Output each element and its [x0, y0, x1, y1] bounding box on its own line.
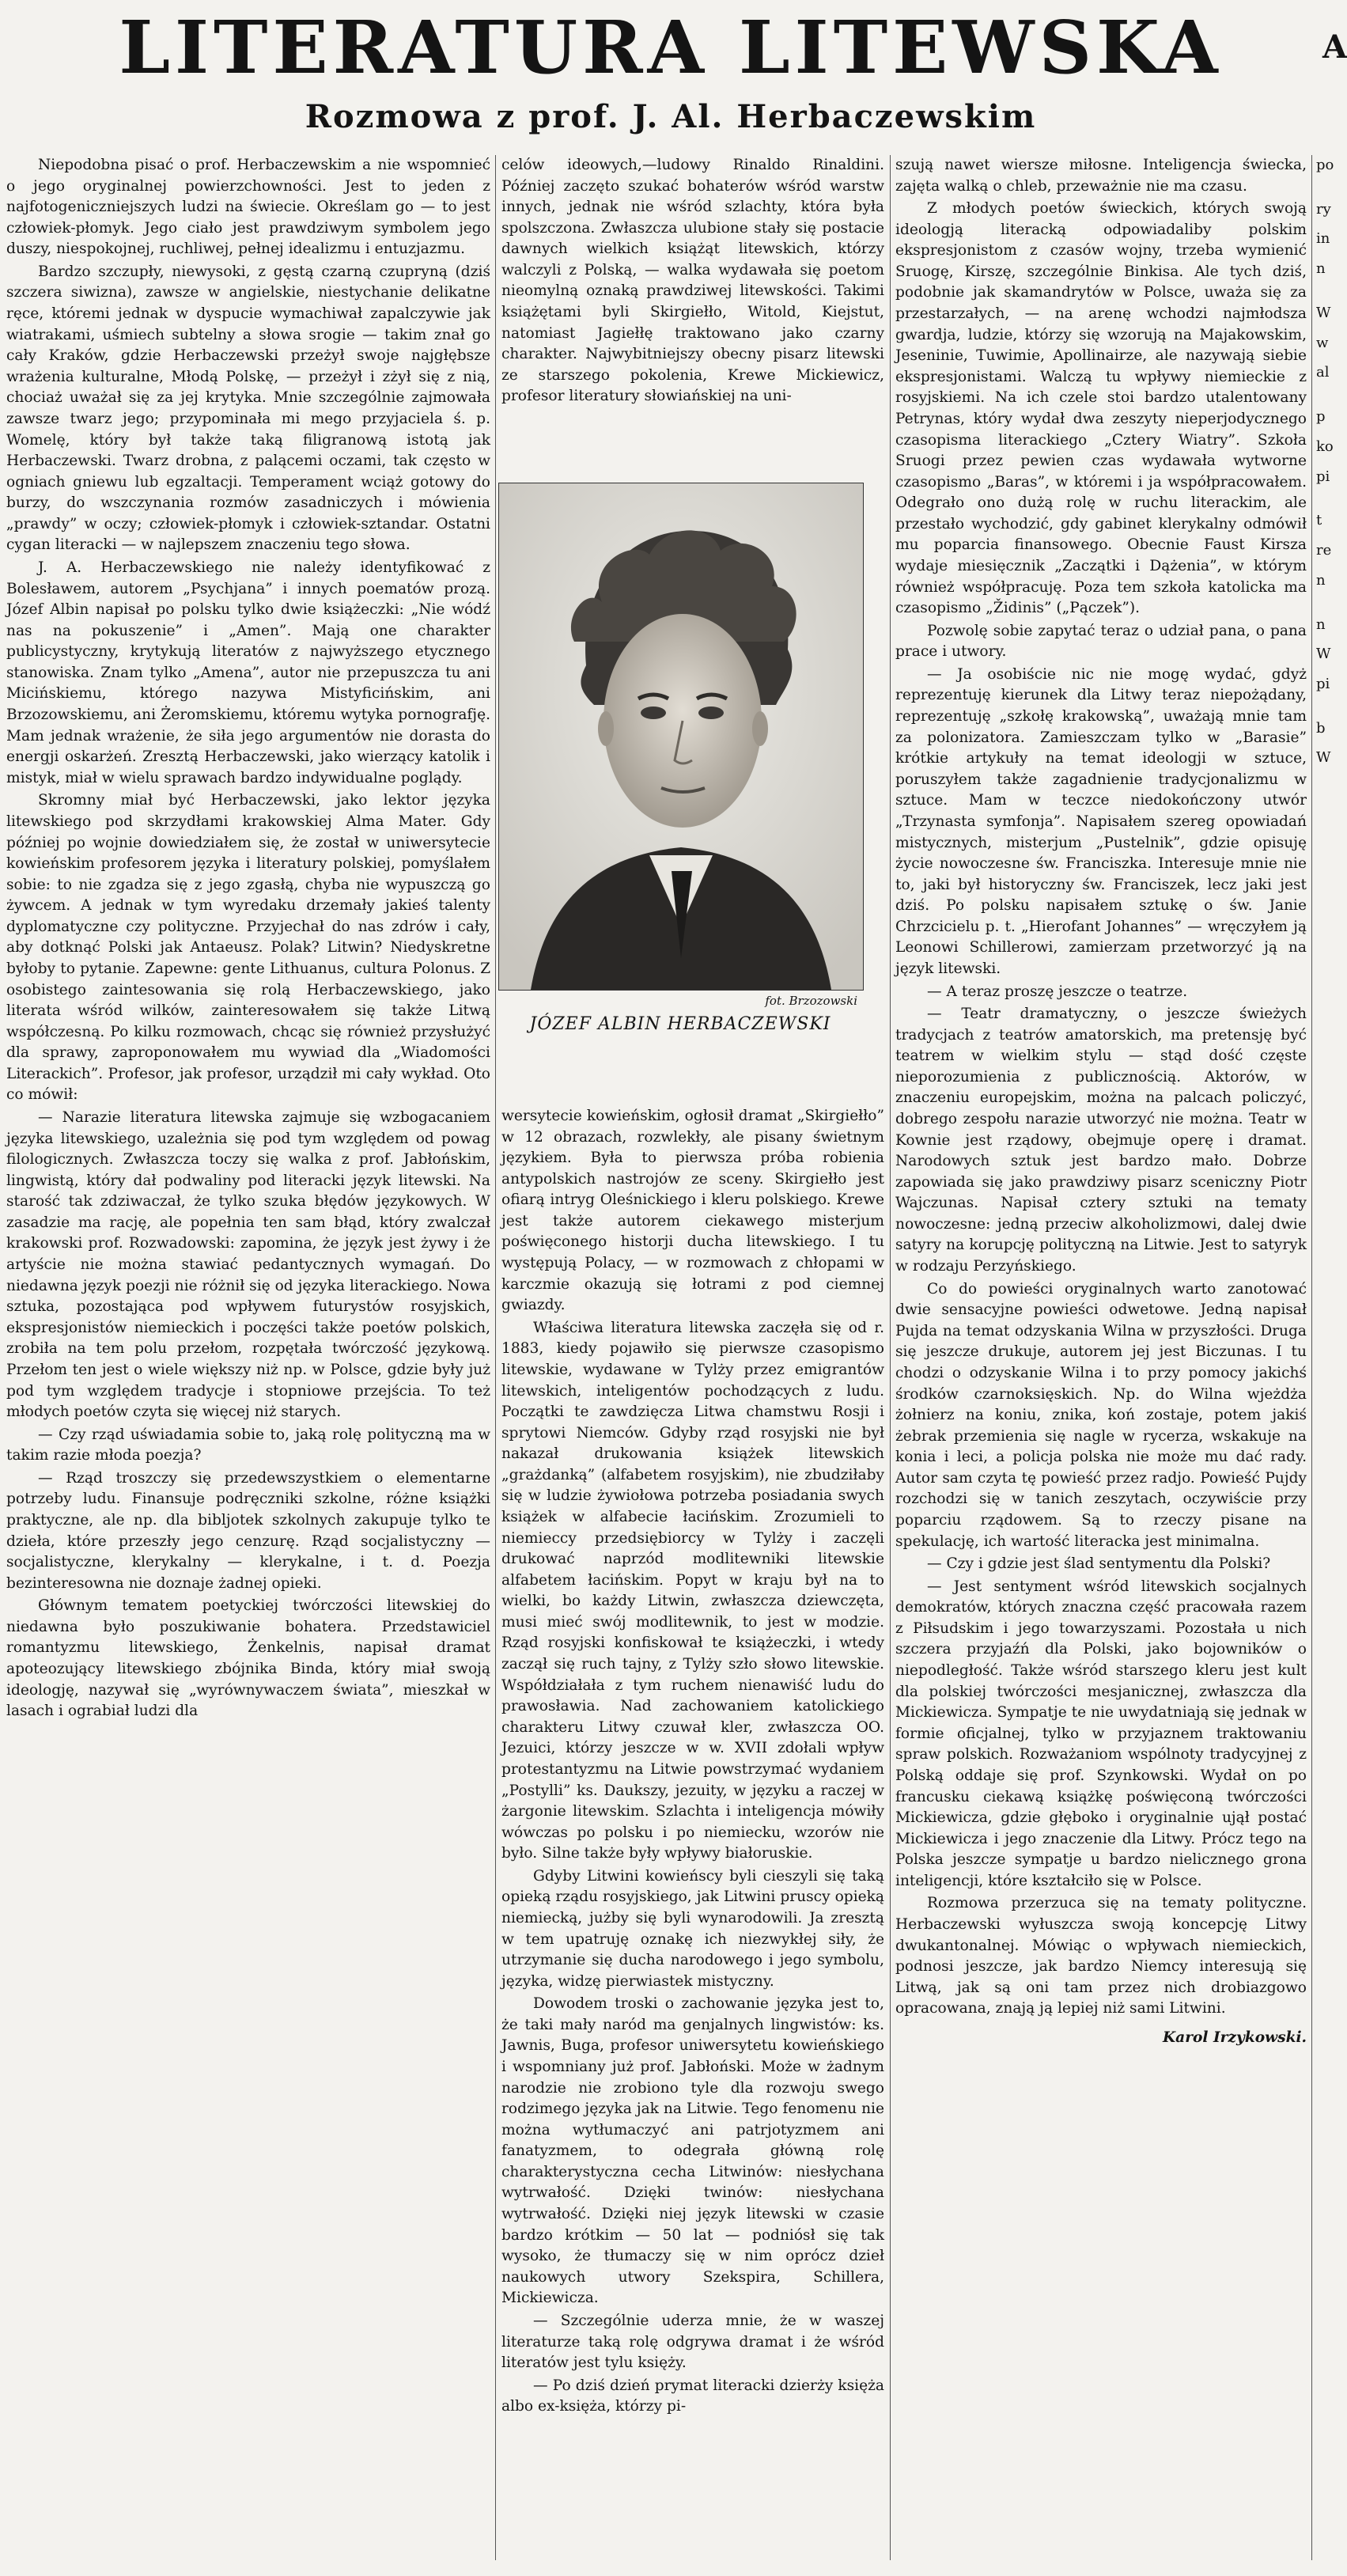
paragraph: Z młodych poetów świeckich, których swoją ideologją literacką odpowiadaliby polskim ekspresjonistom z czasów wojny, trzeba wymienić Sruogę, Kirszę, szczególnie Binkisa. Ale tych dziś, podobnie jak skamandrytów w Polsce, uważa się za przestarzałych, — na arenę wchodzi najmłodsza gwardja, ludzie, którzy się wzorują na Majakowskim, Jeseninie, Tuwimie, Apollinairze, ale nazywają siebie ekspresjonistami. Walczą tu wpływy niemieckie z rosyjskiemi. Na ich czele stoi bardzo utalentowany Petrynas, który wydał dwa zeszyty nieperjodycznego czasopisma literackiego „Cztery Wiatry”. Szkoła Sruogi przez pewien czas wydawała wytworne czasopismo „Baras”, w któremi i ja współpracowałem. Odegrało ono dużą rolę w ruchu literackim, ale przestało wychodzić, gdy gabinet klerykalny odmówił mu poparcia finansowego. Obecnie Faust Kirsza wydaje miesięcznik „Zaczątki i Dążenia”, w którym również współpracuję. Poza tem szkoła katolicka ma czasopismo „Židinis” („Pączek”). [895, 200, 1307, 617]
fragment-line: n [1316, 571, 1326, 589]
paragraph: wersytecie kowieńskim, ogłosił dramat „Skirgiełło” w 12 obrazach, rozwlekły, ale pisany świetnym językiem. Była to pierwsza próba robienia antypolskich nastrojów ze sceny. Skirgiełło jest ofiarą intryg Oleśnickiego i kleru polskiego. Krewe jest także autorem ciekawego misterjum poświęconego historji ducha litewskiego. I tu występują Polacy, — w rozmowach z chłopami w karczmie okazują się łotrami z pod ciemnej gwiazdy. [501, 1108, 884, 1314]
paragraph: Niepodobna pisać o prof. Herbaczewskim a nie wspomnieć o jego oryginalnej powierzchowności. Jest to jeden z najfotogeniczniejszych ludzi na świecie. Określam go — to jest człowiek-płomyk. Jego ciało jest prawdziwym symbolem jego duszy, niespokojnej, ruchliwej, pełnej idealizmu i entuzjazmu. [6, 157, 490, 258]
paragraph: Skromny miał być Herbaczewski, jako lektor języka litewskiego pod skrzydłami krakowskiej Alma Mater. Gdy później po wojnie dowiedziałem się, że został w uniwersytecie kowieńskim profesorem języka i literatury polskiej, pomyślałem sobie: to nie zgadza się z jego zgasłą, chyba nie wypuszczą go żywcem. A jednak w tym wyredaku drzemały jakieś talenty dyplomatyczne czy polityczne. Przyjechał do nas zdrów i cały, aby dotknąć Polski jak Antaeusz. Polak? Litwin? Niedyskretne byłoby to pytanie. Zapewne: gente Lithuanus, cultura Polonus. Z osobistego zaintesowania się rolą Herbaczewskiego, jako literata wśród wilków, zainteresowałem się także Litwą współczesną. Po kilku rozmowach, chcąc się również przysłużyć dla sprawy, zaproponowałem mu wywiad dla „Wiadomości Literackich”. Profesor, jak profesor, urządził mi cały wykład. Oto co mówił: [6, 792, 490, 1104]
portrait-photo [498, 483, 864, 991]
paragraph: — Szczególnie uderza mnie, że w waszej literaturze taką rolę odgrywa dramat i że wśród literatów jest tylu księży. [501, 2312, 884, 2372]
paragraph: J. A. Herbaczewskiego nie należy identyfikować z Bolesławem, autorem „Psychjana” i innych poematów prozą. Józef Albin napisał po polsku tylko dwie książeczki: „Nie wódź nas na pokuszenie” i „Amen”. Mają one charakter publicystyczny, krytykują literatów z najwyższego etycznego stanowiska. Znam tylko „Amena”, autor nie przepuszcza tu ani Micińskiemu, którego nazywa Mistyficińskim, ani Brzozowskiemu, ani Żeromskiemu, któremu wytyka pornografję. Mam jednak wrażenie, że siła jego argumentów nie dorasta do energji oskarżeń. Zresztą Herbaczewski, jako wierzący katolik i mistyk, miał w wielu sprawach bardzo indywidualne poglądy. [6, 559, 490, 786]
paragraph: Głównym tematem poetyckiej twórczości litewskiej do niedawna było poszukiwanie bohatera. Przedstawiciel romantyzmu litewskiego, Żenkelnis, napisał dramat apoteozujący litewskiego zbójnika Binda, który miał swoją ideologję, nazywał się „wyrównywaczem świata”, mieszkał w lasach i ograbiał ludzi dla [6, 1597, 490, 1720]
column-2-bottom [501, 1106, 884, 2562]
adjacent-column-fragment [1316, 155, 1340, 2560]
article-title: LITERATURA LITEWSKA [119, 5, 1223, 90]
fragment-line: n [1316, 260, 1326, 278]
paragraph: Bardzo szczupły, niewysoki, z gęstą czarną czupryną (dziś szczera siwizna), zawsze w angielskie, niestychanie delikatne ręce, któremi jednak w dyspucie wymachiwał zapalczywie jak wiatrakami, uśmiech subtelny a słowa srogie — takim znał go cały Kraków, gdzie Herbaczewski przeżył swoje najgłębsze wrażenia kulturalne, Młodą Polskę, — przeżył i zżył się z nią, chociaż uważał się za jej krytyka. Mnie szczególnie zajmowała zawsze twarz jego; przypominała mi mego przyjaciela ś. p. Womelę, który był także taką filigranową istotą jak Herbaczewski. Twarz drobna, z palącemi oczami, tak często w ogniach gniewu lub egzaltacji. Temperament wciąż gotowy do burzy, do wszczynania rozmów zasadniczych i mówienia „prawdy” w oczy; człowiek-płomyk i człowiek-sztandar. Ostatni cygan literacki — w najlepszem znaczeniu tego słowa. [6, 263, 490, 554]
paragraph: Rozmowa przerzuca się na tematy polityczne. Herbaczewski wyłuszcza swoją koncepcję Litwy dwukantonalnej. Mówiąc o wpływach niemieckich, podnosi jeszcze, jak bardzo Niemcy interesują się Litwą, jak są oni tam przez nich drobiazgowo opracowana, znają ją lepiej niż sami Litwini. [895, 1895, 1307, 2017]
fragment-line: w [1316, 334, 1329, 351]
column-1 [6, 155, 490, 2564]
fragment-line: ko [1316, 438, 1334, 455]
paragraph: Gdyby Litwini kowieńscy byli cieszyli się taką opieką rządu rosyjskiego, jak Litwini pruscy opieką niemiecką, jużby się byli wynarodowili. Ja zresztą w tem upatruję oznakę ich niezwykłej siły, że utrzymanie się ducha narodowego i jego symbolu, języka, widzę pierwiastek mistyczny. [501, 1867, 884, 1990]
paragraph: — Rząd troszczy się przedewszystkiem o elementarne potrzeby ludu. Finansuje podręczniki szkolne, różne książki praktyczne, ale np. dla bibljotek szkolnych zakupuje tylko te dzieła, które przeszły jego cenzurę. Rząd socjalistyczny — socjalistyczne, klerykalny — klerykalne, i t. d. Poezja bezinteresowna nie doznaje żadnej opieki. [6, 1469, 490, 1592]
paragraph: — Czy rząd uświadamia sobie to, jaką rolę polityczną ma w takim razie młoda poezja? [6, 1426, 490, 1464]
portrait-illustration [499, 483, 863, 990]
fragment-line: b [1316, 719, 1326, 737]
fragment-line: p [1316, 408, 1326, 426]
column-3 [895, 155, 1307, 2564]
paragraph: — Narazie literatura litewska zajmuje się wzbogacaniem języka litewskiego, uzależnia się pod tym względem od powag filologicznych. Zwłaszcza toczy się walka z prof. Jabłońskim, lingwistą, który dał podwaliny pod literacki język litewski. Na starość tak zdziwaczał, że tylko szuka błędów językowych. W zasadzie ma rację, ale popełnia ten sam błąd, który zwalczał krakowski prof. Rozwadowski: zapomina, że język jest żywy i że artyście nie można stawiać pedantycznych wymagań. Do niedawna język poezji nie różnił się od języka literackiego. Nowa sztuka, pozostająca pod wpływem futurystów rosyjskich, ekspresjonistów niemieckich i poczęści także poetów polskich, zrobiła na tem polu przełom, rozpętała twórczość językową. Przełom ten jest o wiele większy niż np. w Polsce, gdzie były już pod tym względem tradycje i stopniowe przejścia. To też młodych poetów czyta się więcej niż starych. [6, 1109, 490, 1421]
paragraph: — Jest sentyment wśród litewskich socjalnych demokratów, których znaczna część pracowała razem z Piłsudskim i jego towarzyszami. Pozostała u nich szczera przyjaźń dla Polski, jako bojowników o niepodległość. Także wśród starszego kleru jest kult dla polskiej twórczości mesjanicznej, zwłaszcza dla Mickiewicza. Sympatje te nie uwydatniają się jednak w formie oficjalnej, tylko w przyjaznem traktowaniu spraw polskich. Rozważaniom wspólnoty tradycyjnej z Polską oddaje się prof. Szynkowski. Wydał on po francusku ciekawą książkę poświęconą twórczości Mickiewicza, gdzie głęboko i oryginalnie ujął postać Mickiewicza i jego znaczenie dla Litwy. Prócz tego na Polska jeszcze sympatje u bardzo nielicznego grona inteligencji, które kształciło się w Polsce. [895, 1578, 1307, 1889]
column-rule [890, 155, 891, 2560]
fragment-line: po [1316, 157, 1334, 173]
paragraph: Co do powieści oryginalnych warto zanotować dwie sensacyjne powieści odwetowe. Jedną napisał Pujda na temat odzyskania Wilna w przyszłości. Druga się jeszcze drukuje, autorem jej jest Biczunas. I tu chodzi o odzyskanie Wilna i to przy pomocy jakichś środków czarnoksięskich. Np. do Wilna wjeżdża żołnierz na koniu, znika, koń zostaje, potem jakiś żebrak przemienia się nagle w rycerza, wskakuje na konia i leci, a policja polska nie może mu dać rady. Autor sam czyta tę powieść przez radjo. Powieść Pujdy rozchodzi się w tanich zeszytach, oczywiście przy poparciu rządowem. Są to rzeczy pisane na spekulację, ich wartość literacka jest minimalna. [895, 1280, 1307, 1550]
column-rule [1311, 155, 1312, 2560]
photo-credit: fot. Brzozowski [765, 994, 857, 1008]
fragment-line: t [1316, 512, 1322, 529]
article-subtitle: Rozmowa z prof. J. Al. Herbaczewskim [305, 98, 1037, 135]
fragment-line: re [1316, 542, 1332, 559]
paragraph: Dowodem troski o zachowanie języka jest to, że taki mały naród ma genjalnych lingwistów: ks. Jawnis, Buga, profesor uniwersytetu kowieńskiego i wspomniany już prof. Jabłoński. Może w żadnym narodzie nie zrobiono tyle dla rozwoju swego rodzimego języka jak na Litwie. Tego fenomenu nie można wytłumaczyć ani patrjotyzmem ani fanatyzmem, to odegrała główną rolę charakterystyczna cecha Litwinów: niesłychana wytrwałość. Dzięki twinów: niesłychana wytrwałość. Dzięki niej język litewski w czasie bardzo krótkim — 50 lat — podniósł się tak wysoko, że tłumaczy się w nim oprócz dzieł naukowych utwory Szekspira, Schillera, Mickiewicza. [501, 1995, 884, 2307]
photo-caption: JÓZEF ALBIN HERBACZEWSKI [529, 1014, 831, 1034]
paragraph: celów ideowych,—ludowy Rinaldo Rinaldini. Później zaczęto szukać bohaterów wśród warstw innych, jednak nie wśród szlachty, która była spolszczona. Zwłaszcza ulubione stały się postacie dawnych wielkich książąt litewskich, którzy walczyli z Polską, — walka wydawała się poetom nieomylną oznaką prawdziwej litewskości. Takimi książętami byli Skirgiełło, Witold, Kiejstut, natomiast Jagiełłę traktowano jako czarny charakter. Najwybitniejszy obecny pisarz litewski ze starszego pokolenia, Krewe Mickiewicz, profesor literatury słowiańskiej na uni- [501, 157, 884, 405]
adjacent-page-fragment: A [1322, 28, 1347, 66]
fragment-line: W [1316, 304, 1331, 321]
paragraph: — Ja osobiście nic nie mogę wydać, gdyż reprezentuję kierunek dla Litwy teraz niepożądany, reprezentuję „szkołę krakowską”, uważają mnie tam za polonizatora. Zamieszczam tylko w „Barasie” krótkie artykuły na temat ideologji w sztuce, poruszyłem także zagadnienie tradycjonalizmu w sztuce. Mam w teczce niedokończony utwór „Trzynasta symfonja”. Napisałem szereg opowiadań mistycznych, misterjum „Pustelnik”, gdzie opisuję życie nowoczesne św. Franciszka. Interesuje mnie nie to, jaki był historyczny św. Franciszek, lecz jaki jest dziś. Po polsku napisałem sztukę o św. Janie Chrzcicielu p. t. „Hierofant Johannes” — wręczyłem ją Leonowi Schillerowi, zamierzam przetworzyć ją na język litewski. [895, 665, 1307, 977]
fragment-line: n [1316, 616, 1326, 633]
portrait-figure [490, 483, 889, 1044]
column-2-top [501, 155, 884, 409]
fragment-line: ry [1316, 200, 1331, 218]
fragment-line: W [1316, 646, 1331, 663]
paragraph: Pozwolę sobie zapytać teraz o udział pana, o pana prace i utwory. [895, 622, 1307, 661]
paragraph: — Teatr dramatyczny, o jeszcze świeżych tradycjach z teatrów amatorskich, ma pretensję być teatrem w wielkim stylu — stąd dość częste nieporozumienia z publicznością. Aktorów, w znaczeniu europejskim, można na palcach policzyć, dobrego zespołu narazie utworzyć nie można. Teatr w Kownie jest rządowy, obejmuje operę i dramat. Narodowych sztuk jest bardzo mało. Dobrze zapowiada się jako prawdziwy pisarz sceniczny Piotr Wajczunas. Napisał cztery sztuki na tematy nowoczesne: jedną przeciw alkoholizmowi, dalej dwie satyry na korupcję polityczną na Litwie. Jest to satyryk w rodzaju Perzyńskiego. [895, 1006, 1307, 1275]
author-signature: Karol Irzykowski. [1163, 2029, 1307, 2046]
paragraph: — Czy i gdzie jest ślad sentymentu dla Polski? [927, 1555, 1271, 1573]
fragment-line: pi [1316, 468, 1330, 485]
paragraph: Właściwa literatura litewska zaczęła się od r. 1883, kiedy pojawiło się pierwsze czasopismo litewskie, wydawane w Tylży przez emigrantów litewskich, inteligentów pochodzących z ludu. Początki te zawdzięcza Litwa chamstwu Rosji i sprytowi Niemców. Gdyby rząd rosyjski nie był nakazał drukowania książek litewskich „grażdanką” (alfabetem rosyjskim), nie zbudziłaby się w ludzie żywiołowa potrzeba posiadania swych książek w alfabecie łacińskim. Zrozumieli to niemieccy przedsiębiorcy w Tylży i zaczęli drukować naprzód modlitewniki litewskie alfabetem łacińskim. Popyt w kraju był na to wielki, bo każdy Litwin, zwłaszcza dziewczęta, musi mieć swój modlitewnik, to jest w modzie. Rząd rosyjski konfiskował te książeczki, i wtedy zaczął się ruch tajny, z Tylży szło słowo litewskie. Współdziałała z tym ruchem nienawiść ludu do prawosławia. Nad zachowaniem katolickiego charakteru Litwy czuwał kler, zwłaszcza OO. Jezuici, którzy jeszcze w w. XVII zdołali wpływ protestantyzmu na Litwie powstrzymać wydaniem „Postylli” ks. Daukszy, jezuity, w języku a raczej w żargonie litewskim. Szlachta i inteligencja mówiły wówczas po polsku i po niemiecku, wzorów nie było. Silne także były wpływy białoruskie. [501, 1319, 884, 1862]
fragment-line: in [1316, 230, 1330, 248]
fragment-line: pi [1316, 676, 1330, 693]
fragment-line: al [1316, 364, 1330, 381]
fragment-line: W [1316, 749, 1331, 767]
paragraph: szują nawet wiersze miłosne. Inteligencja świecka, zajęta walką o chleb, przeważnie nie ma czasu. [895, 157, 1307, 195]
paragraph: — Po dziś dzień prymat literacki dzierży księża albo ex-księża, którzy pi- [501, 2377, 884, 2415]
paragraph: — A teraz proszę jeszcze o teatrze. [927, 983, 1188, 1000]
